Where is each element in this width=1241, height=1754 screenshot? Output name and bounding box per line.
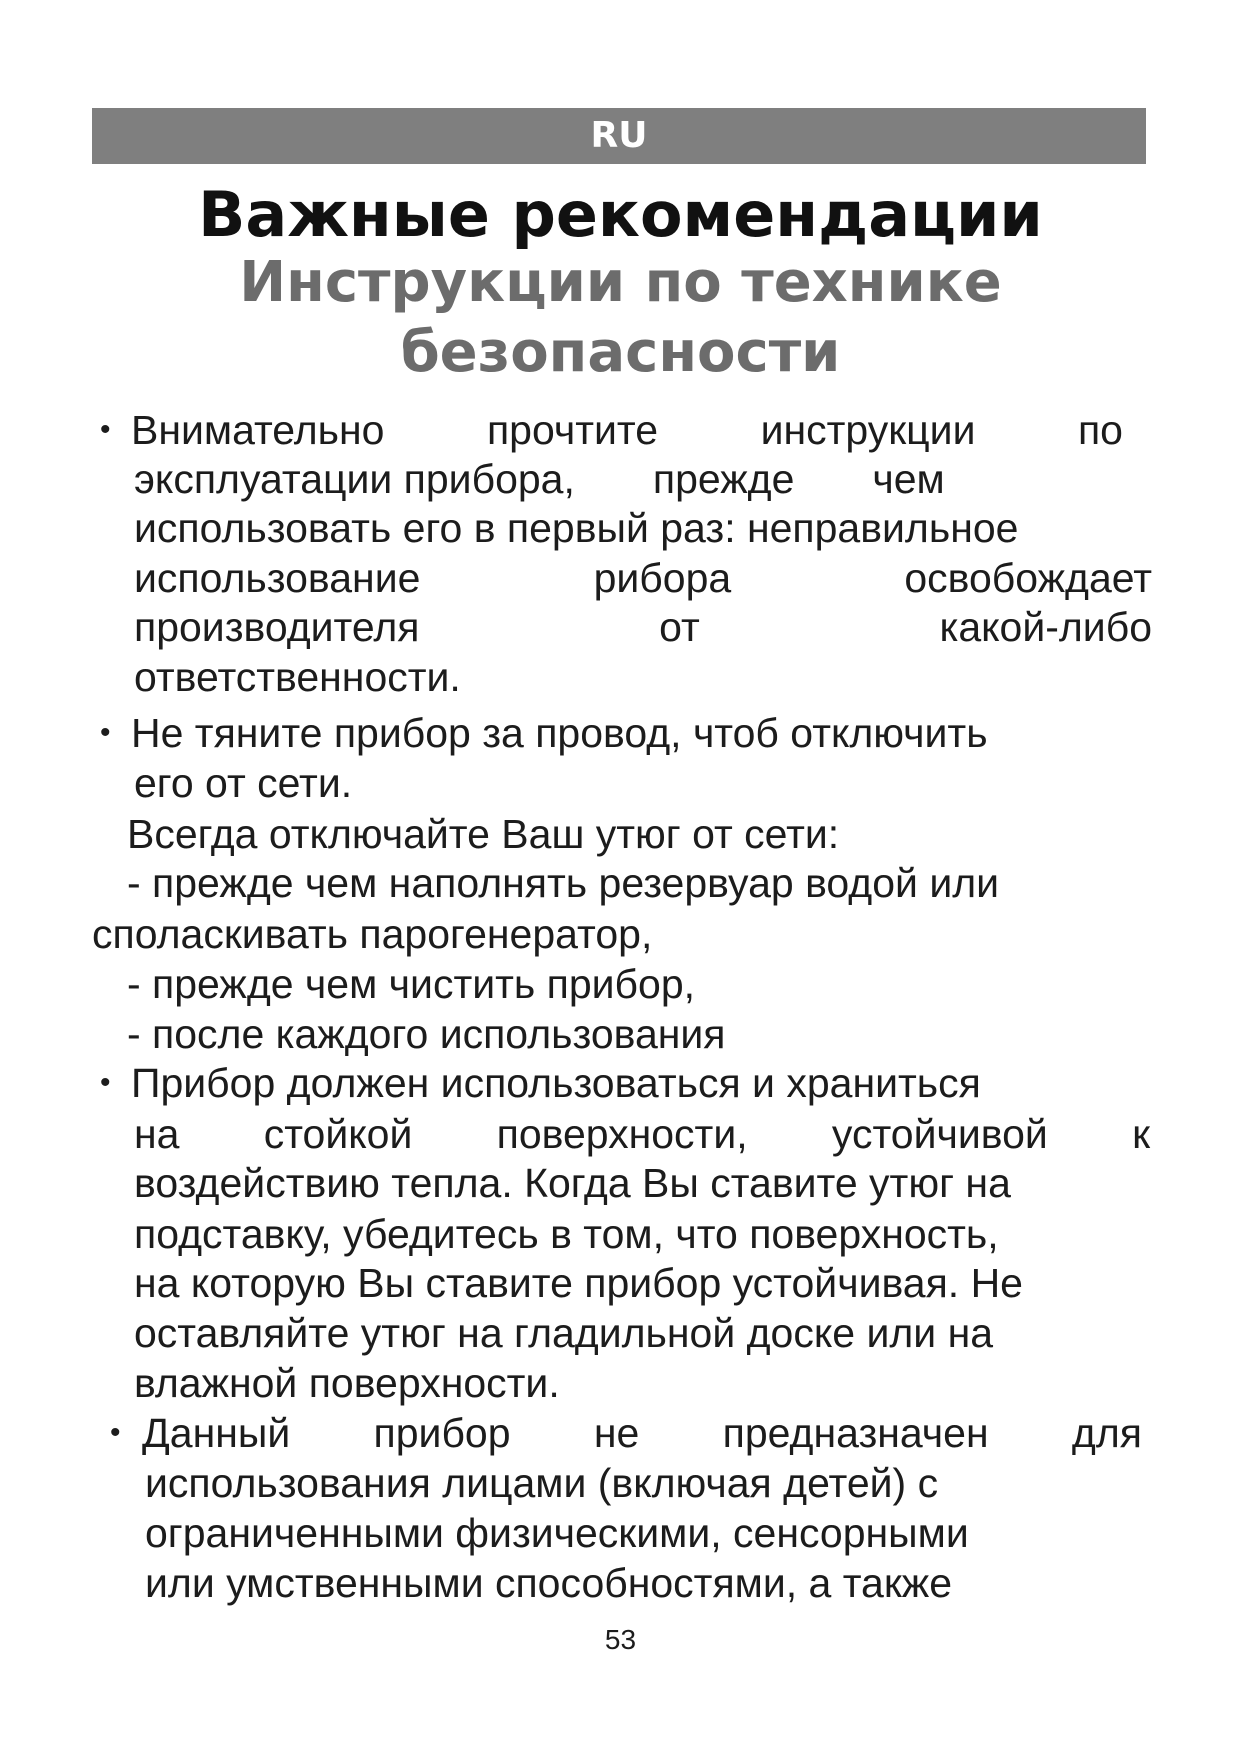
text-line: Внимательно прочтите инструкции по [131, 407, 1123, 453]
text-line: оставляйте утюг на гладильной доске или на [134, 1310, 994, 1356]
text-line: Прибор должен использоваться и храниться [131, 1060, 981, 1106]
text-line: на стойкой поверхности, устойчивой к [134, 1111, 1150, 1157]
text-line: его от сети. [134, 760, 353, 806]
text-line: воздействию тепла. Когда Вы ставите утюг на [134, 1160, 1011, 1206]
text-line: - прежде чем чистить прибор, [127, 961, 696, 1007]
bullet-marker: • [100, 413, 111, 446]
text-line: влажной поверхности. [134, 1360, 560, 1406]
page-number: 53 [604, 1624, 637, 1655]
text-line: использовать его в первый раз: неправильное [134, 505, 1019, 551]
language-tab: RU [92, 108, 1146, 164]
text-line: подставку, убедитесь в том, что поверхность, [134, 1211, 999, 1257]
bullet-marker: • [100, 1066, 111, 1099]
text-line: Всегда отключайте Ваш утюг от сети: [127, 811, 840, 857]
text-line: Не тяните прибор за провод, чтоб отключить [131, 710, 988, 756]
text-line: использование рибора освобождает [134, 555, 1152, 601]
text-line: или умственными способностями, а также [145, 1560, 953, 1606]
text-line: производителя от какой-либо [134, 604, 1152, 650]
page-subtitle: Инструкции по технике безопасности [239, 250, 1002, 385]
text-line: ответственности. [134, 654, 461, 700]
text-line: - прежде чем наполнять резервуар водой или [127, 860, 1000, 906]
text-line: эксплуатации прибора, прежде чем [134, 456, 945, 502]
text-line: Данный прибор не предназначен для [142, 1410, 1142, 1456]
page-title: Важные рекомендации [198, 178, 1043, 251]
text-line: использования лицами (включая детей) с [145, 1460, 939, 1506]
text-line: - после каждого использования [127, 1011, 726, 1057]
bullet-marker: • [100, 716, 111, 749]
text-line: споласкивать парогенератор, [92, 911, 653, 957]
text-line: ограниченными физическими, сенсорными [145, 1510, 969, 1556]
text-line: на которую Вы ставите прибор устойчивая. Не [134, 1260, 1023, 1306]
bullet-marker: • [110, 1416, 121, 1449]
